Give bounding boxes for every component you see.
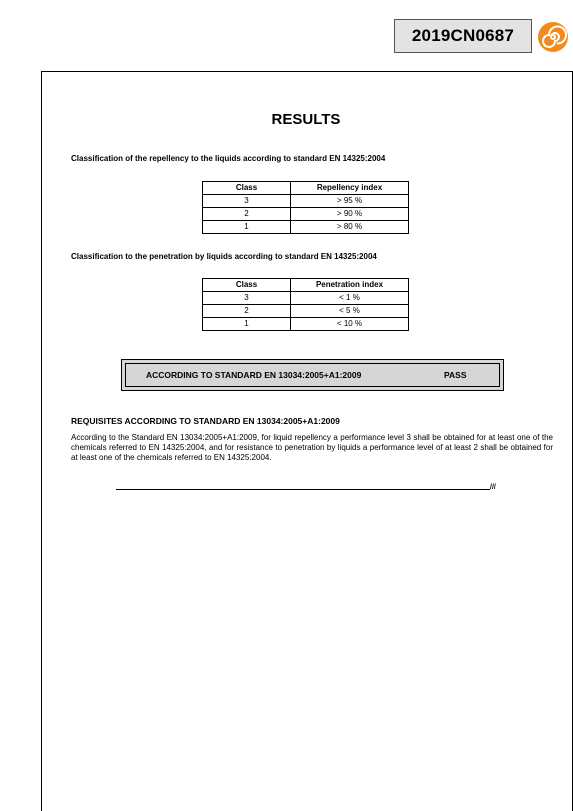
orange-spiral-logo-icon <box>537 21 569 53</box>
end-divider-line <box>116 489 490 490</box>
class-cell: 2 <box>203 305 291 318</box>
class-cell: 2 <box>203 208 291 221</box>
class-cell: 3 <box>203 292 291 305</box>
table-row <box>203 305 409 318</box>
requisites-heading: REQUISITES ACCORDING TO STANDARD EN 13034:2005+A1:2009 <box>71 416 340 426</box>
report-id-badge: 2019CN0687 <box>394 19 532 53</box>
column-header: Repellency index <box>291 182 409 195</box>
index-cell: > 95 % <box>291 195 409 208</box>
verdict-standard: ACCORDING TO STANDARD EN 13034:2005+A1:2009 <box>146 370 362 380</box>
column-header: Class <box>203 279 291 292</box>
table-row <box>203 208 409 221</box>
page-title: RESULTS <box>271 111 341 128</box>
class-cell: 3 <box>203 195 291 208</box>
table-row <box>203 292 409 305</box>
class-cell: 1 <box>203 318 291 331</box>
verdict-inner <box>125 363 500 387</box>
penetration-heading: Classification to the penetration by liquids according to standard EN 14325:2004 <box>71 252 377 261</box>
index-cell: < 1 % <box>291 292 409 305</box>
verdict-result: PASS <box>444 370 467 380</box>
requisites-paragraph: According to the Standard EN 13034:2005+A1:2009, for liquid repellency a performance level 3 shall be obtained for at least one of the chemicals referred to EN 14325:2004, and for resistance to penetration by liquids a performance level of at least 2 shall be obtained for at least one of the chemicals referred to EN 14325:2004. <box>71 433 553 463</box>
index-cell: > 90 % <box>291 208 409 221</box>
index-cell: < 5 % <box>291 305 409 318</box>
column-header: Penetration index <box>291 279 409 292</box>
end-mark: /// <box>490 484 496 491</box>
verdict-box <box>121 359 504 391</box>
penetration-table <box>202 278 409 331</box>
repellency-table <box>202 181 409 234</box>
table-row <box>203 221 409 234</box>
repellency-heading: Classification of the repellency to the liquids according to standard EN 14325:2004 <box>71 154 386 163</box>
class-cell: 1 <box>203 221 291 234</box>
column-header: Class <box>203 182 291 195</box>
table-header-row <box>203 182 409 195</box>
index-cell: < 10 % <box>291 318 409 331</box>
table-header-row <box>203 279 409 292</box>
index-cell: > 80 % <box>291 221 409 234</box>
table-row <box>203 318 409 331</box>
table-row <box>203 195 409 208</box>
